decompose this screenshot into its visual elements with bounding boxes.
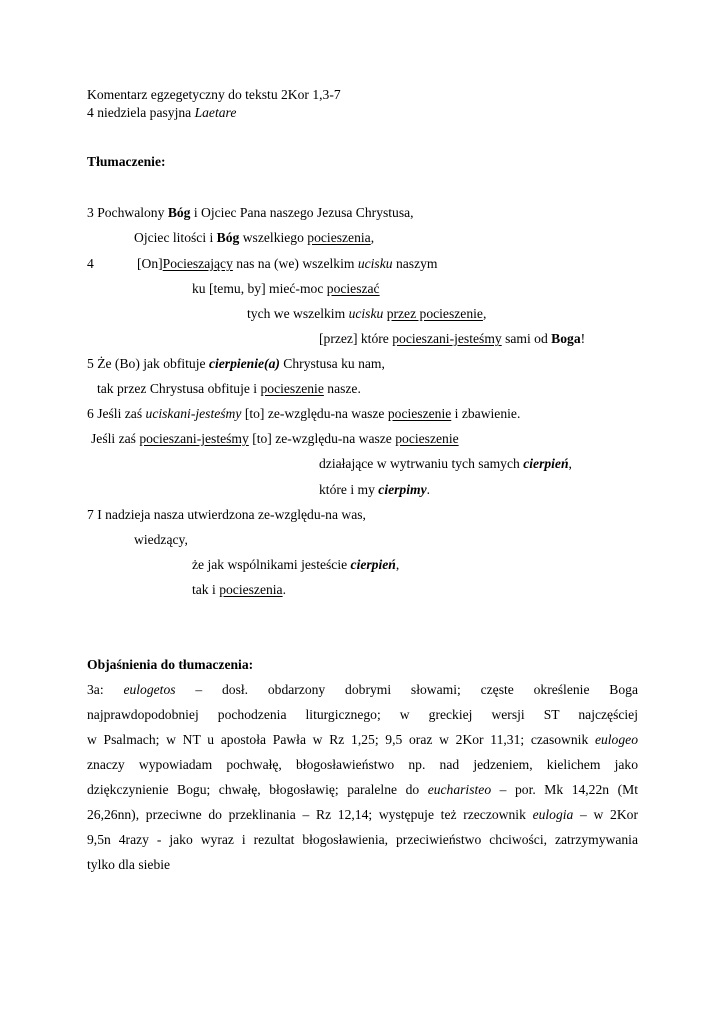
verse-line-6a: 6 Jeśli zaś uciskani-jesteśmy [to] ze-względu-na wasze pocieszenie i zbawienie. (87, 406, 521, 421)
explanation-line-6: 26,26nn), przeciwne do przeklinania – Rz 12,14; występuje też rzeczownik eulogia – w 2Kor (87, 807, 638, 822)
verse-line-6d: które i my cierpimy. (319, 482, 431, 497)
verse-line-4a: [On]Pocieszający nas na (we) wszelkim ucisku naszym (137, 256, 438, 271)
verse-number-4: 4 (87, 256, 94, 271)
verse-line-7d: tak i pocieszenia. (192, 582, 286, 597)
verse-line-4b: ku [temu, by] mieć-moc pocieszać (192, 281, 380, 296)
explanations-heading: Objaśnienia do tłumaczenia: (87, 657, 254, 672)
verse-line-4d: [przez] które pocieszani-jesteśmy sami od Boga! (319, 331, 586, 346)
explanation-line-5: dziękczynienie Bogu; chwałę, błogosławię; paralelne do eucharisteo – por. Mk 14,22n (Mt (87, 782, 638, 797)
verse-line-3b: Ojciec litości i Bóg wszelkiego pocieszenia, (134, 230, 375, 245)
verse-line-6b: Jeśli zaś pocieszani-jesteśmy [to] ze-względu-na wasze pocieszenie (91, 431, 459, 446)
verse-line-3a: 3 Pochwalony Bóg i Ojciec Pana naszego Jezusa Chrystusa, (87, 205, 414, 220)
explanation-line-7: 9,5n 4razy - jako wyraz i rezultat błogosławienia, przeciwieństwo chciwości, zatrzymywania (87, 832, 638, 847)
explanation-line-1: 3a: eulogetos – dosł. obdarzony dobrymi słowami; częste określenie Boga (87, 682, 638, 697)
document-subtitle: 4 niedziela pasyjna Laetare (87, 105, 237, 120)
verse-line-7c: że jak wspólnikami jesteście cierpień, (192, 557, 400, 572)
translation-heading: Tłumaczenie: (87, 154, 166, 169)
verse-line-5b: tak przez Chrystusa obfituje i pocieszenie nasze. (97, 381, 361, 396)
verse-line-5a: 5 Że (Bo) jak obfituje cierpienie(a) Chrystusa ku nam, (87, 356, 385, 371)
document-title: Komentarz egzegetyczny do tekstu 2Kor 1,3-7 (87, 87, 341, 102)
verse-line-7a: 7 I nadzieja nasza utwierdzona ze-względu-na was, (87, 507, 366, 522)
explanation-line-2: najprawdopodobniej pochodzenia liturgicznego; w greckiej wersji ST najczęściej (87, 707, 638, 722)
explanation-line-4: znaczy wypowiadam pochwałę, błogosławieństwo np. nad jedzeniem, kielichem jako (87, 757, 638, 772)
explanation-line-8: tylko dla siebie (87, 857, 171, 872)
verse-line-6c: działające w wytrwaniu tych samych cierpień, (319, 456, 572, 471)
verse-line-4c: tych we wszelkim ucisku przez pocieszenie, (247, 306, 487, 321)
explanation-line-3: w Psalmach; w NT u apostoła Pawła w Rz 1,25; 9,5 oraz w 2Kor 11,31; czasownik eulogeo (87, 732, 638, 747)
verse-line-7b: wiedzący, (134, 532, 188, 547)
